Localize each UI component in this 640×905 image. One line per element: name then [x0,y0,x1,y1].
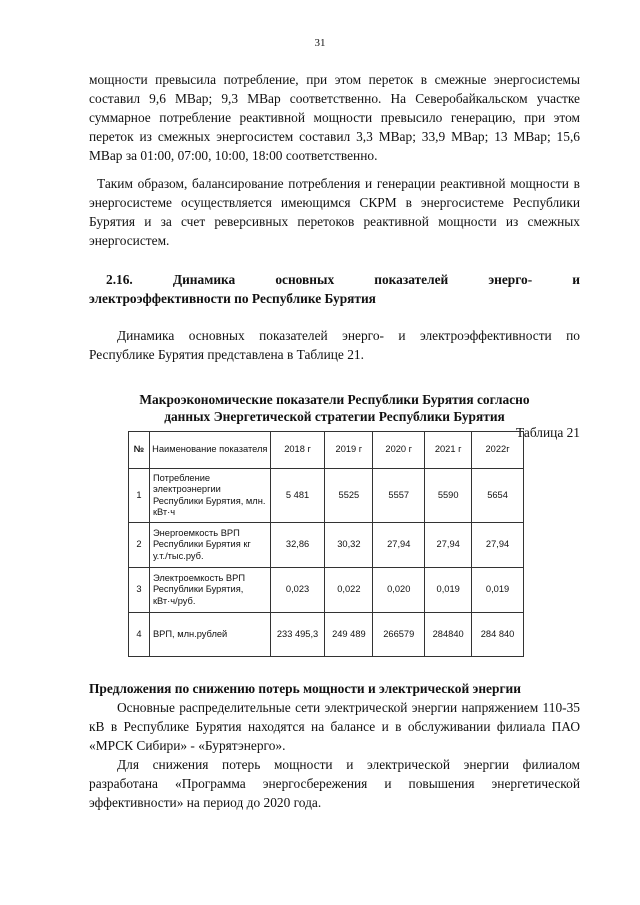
header-2018: 2018 г [270,432,325,469]
cell-2019: 5525 [325,469,373,523]
cell-2020: 27,94 [373,523,425,568]
header-indicator: Наименование показателя [149,432,270,469]
cell-2019: 0,022 [325,568,373,613]
paragraph-reactive-balance: мощности превысила потребление, при этом переток в смежные энергосистемы составил 9,6 МВар; 9,3 МВар соответственно. На Северобайкальском участке суммарное потребление реактивной мощности превысило генерацию, при этом переток из смежных энергосистем составил 3,3 МВар; 33,9 МВар; 13 МВар; 15,6 МВар за 01:00, 07:00, 10:00, 18:00 соответственно. [89,72,580,163]
section-title-word: показателей [374,272,449,287]
cell-2020: 0,020 [373,568,425,613]
indicators-table [128,431,524,657]
cell-2019: 30,32 [325,523,373,568]
table-label: Таблица 21 [516,425,580,440]
header-number: № [129,432,150,469]
section-heading [89,270,580,308]
table-row [129,568,524,613]
cell-2018: 0,023 [270,568,325,613]
header-2022: 2022г [472,432,524,469]
row-indicator: Энергоемкость ВРП Республики Бурятия кг у.т./тыс.руб. [149,523,270,568]
loss-reduction-heading: Предложения по снижению потерь мощности и электрической энергии [89,681,521,696]
header-2020: 2020 г [373,432,425,469]
loss-reduction-section [89,679,580,812]
table-row [129,523,524,568]
section-number: 2.16. [106,272,133,287]
table-caption-line2: данных Энергетической стратегии Республики Бурятия [164,409,505,424]
table-row [129,469,524,523]
section-title-word: Динамика [172,272,236,287]
cell-2021: 27,94 [425,523,472,568]
page-number: 31 [314,37,326,49]
paragraph-conclusion: Таким образом, балансирование потребления и генерации реактивной мощности в энергосистеме осуществляется имеющимся СКРМ в энергосистеме Республики Бурятия и за счет реверсивных перетоков реактивной мощности из смежных энергосистем. [89,176,580,248]
cell-2021: 0,019 [425,568,472,613]
header-2019: 2019 г [325,432,373,469]
table-caption [89,391,580,425]
row-indicator: Потребление электроэнергии Республики Бурятия, млн. кВт·ч [149,469,270,523]
row-number: 1 [129,469,150,523]
row-number: 4 [129,613,150,657]
cell-2022: 5654 [472,469,524,523]
cell-2020: 266579 [373,613,425,657]
cell-2021: 284840 [425,613,472,657]
cell-2022: 284 840 [472,613,524,657]
cell-2018: 233 495,3 [270,613,325,657]
table-row [129,613,524,657]
section-title-line2: электроэффективности по Республике Бурятия [89,291,376,306]
paragraph-program: Для снижения потерь мощности и электрической энергии филиалом разработана «Программа энергосбережения и повышения энергетической эффективности» на период до 2020 года. [89,757,580,810]
row-indicator: Электроемкость ВРП Республики Бурятия, кВт·ч/руб. [149,568,270,613]
cell-2018: 5 481 [270,469,325,523]
cell-2019: 249 489 [325,613,373,657]
cell-2021: 5590 [425,469,472,523]
section-title-word: энерго- [488,272,533,287]
header-2021: 2021 г [425,432,472,469]
row-indicator: ВРП, млн.рублей [149,613,270,657]
table-caption-line1: Макроэкономические показатели Республики Бурятия согласно [139,392,530,407]
row-number: 2 [129,523,150,568]
section-title-word: основных [275,272,335,287]
paragraph-table-intro: Динамика основных показателей энерго- и электроэффективности по Республике Бурятия представлена в Таблице 21. [89,328,580,362]
cell-2020: 5557 [373,469,425,523]
paragraph-networks: Основные распределительные сети электрической энергии напряжением 110-35 кВ в Республике Бурятия находятся на балансе и в обслуживании филиала ПАО «МРСК Сибири» - «Бурятэнерго». [89,700,580,753]
row-number: 3 [129,568,150,613]
cell-2022: 27,94 [472,523,524,568]
table-header-row [129,432,524,469]
cell-2022: 0,019 [472,568,524,613]
cell-2018: 32,86 [270,523,325,568]
section-title-word: и [572,272,580,287]
main-text [89,70,580,441]
